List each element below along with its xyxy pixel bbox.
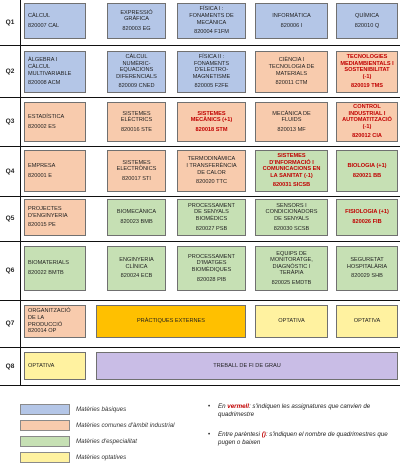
course-name-line: D'IMATGES (196, 260, 227, 267)
course-cell (255, 51, 328, 93)
course-name-line: BIOMÈDICS (195, 216, 228, 222)
quarter-label: Q6 (5, 267, 15, 274)
course-cell (24, 51, 86, 93)
cell-label: TREBALL DE FI DE GRAU (213, 362, 281, 369)
cell-label: OPTATIVA (28, 362, 55, 369)
course-name-line: CIÈNCIA I (278, 57, 305, 64)
course-cell (255, 102, 328, 142)
legend-swatch-basic (20, 404, 70, 415)
course-name-line: FLUIDS (281, 117, 302, 124)
legend-label-industrial: Matèries comunes d'àmbit industrial (76, 422, 175, 429)
row-separator (0, 241, 400, 242)
legend-label-specialty: Matèries d'especialitat (76, 438, 138, 445)
course-name-line: SISTEMES (122, 110, 151, 117)
course-name-line: ORGANITZACIÓ (28, 308, 71, 315)
course-name-line: EMPRESA (28, 162, 56, 169)
course-name-line: CONDICIONADORS (265, 209, 318, 216)
elective-cell (255, 305, 328, 338)
course-cell (24, 102, 86, 142)
row-separator (0, 45, 400, 46)
row-separator (0, 97, 400, 98)
course-code: 820002 ES (28, 123, 56, 130)
course-cell (177, 3, 246, 39)
course-name-line: PRODUCCIÓ (28, 321, 63, 328)
course-cell (255, 3, 328, 39)
course-name-line: PROCESSAMENT (188, 253, 235, 260)
course-code: 820031 SICSB (272, 182, 311, 189)
course-cell (107, 51, 166, 93)
course-code: 820003 EG (122, 25, 151, 32)
row-separator (0, 385, 400, 386)
course-cell (107, 102, 166, 142)
course-name-line: NUMÈRIC- (122, 60, 151, 67)
course-cell (107, 3, 166, 39)
course-cell (24, 3, 86, 39)
cell-label: OPTATIVA (353, 318, 381, 325)
course-code: 820027 PSB (195, 225, 228, 232)
course-code: 820028 PIB (196, 276, 227, 283)
legend-swatch-optional (20, 452, 70, 463)
course-cell (177, 199, 246, 236)
note-red-text: • En vermell: s'indiquen les assignatures que canvien de quadrimestre (208, 403, 371, 419)
course-name-line: HOSPITALÀRIA (346, 263, 388, 270)
course-name-line: TECNOLOGIES (346, 54, 388, 61)
course-name-line: ÀLGEBRA I (28, 57, 58, 64)
course-name-line: MECÀNICA (196, 19, 227, 26)
elective-cell (336, 305, 398, 338)
course-name-line: ELECTRÒNICS (116, 166, 157, 173)
course-code: 820007 CAL (28, 22, 60, 29)
row-separator (0, 347, 400, 348)
course-name-line: ESTADÍSTICA (28, 113, 65, 120)
label-column-separator (20, 0, 21, 385)
course-code: 820025 EMDTB (271, 279, 312, 286)
course-code: 820018 STM (195, 126, 228, 133)
external-internships-cell (96, 305, 246, 338)
course-name-line: BIOMECÀNICA (116, 209, 157, 216)
course-cell (255, 199, 328, 236)
course-name-line: MECÀNICS (+1) (190, 117, 233, 124)
course-name-line: FÍSICA II : (198, 54, 225, 61)
course-name-line: DE CALOR (197, 169, 226, 176)
course-name-line: DIAGNÒSTIC I (272, 263, 311, 270)
course-name-line: D'ENGINYERIA (28, 212, 68, 219)
course-name-line: GRÀFICA (124, 16, 149, 23)
cell-label: OPTATIVA (278, 318, 305, 325)
course-code: 820012 CIA (352, 133, 382, 140)
course-code: 820030 SCSB (273, 225, 310, 232)
legend-swatch-industrial (20, 420, 70, 431)
course-name-line: INDUSTRIAL I (348, 110, 386, 117)
course-name-line: MULTIVARIABLE (28, 70, 72, 77)
course-name-line: ENGINYERIA (119, 257, 154, 264)
course-cell (24, 305, 86, 338)
course-code: 820010 Q (354, 22, 380, 29)
course-name-line: SISTEMES (197, 110, 226, 117)
course-code: 820009 CNED (118, 83, 155, 90)
course-name-line: MAGNETISME (192, 73, 231, 80)
course-code: 820011 CTM (275, 80, 308, 87)
legend-label-optional: Matèries optatives (76, 454, 127, 461)
course-name-line: MEDIAMBIENTALS I (340, 60, 394, 67)
course-code: 820022 BMTB (28, 270, 64, 276)
course-name-line: I TRANSFERÈNCIA (186, 162, 237, 169)
course-name-line: FISIOLOGIA (+1) (345, 209, 389, 216)
course-name-line: BIOMÈDIQUES (191, 267, 232, 273)
course-code: 820004 F1FM (194, 29, 229, 36)
course-name-line: DE SENYALS (194, 209, 229, 216)
course-name-line: SEGURETAT (350, 257, 384, 264)
course-cell (336, 246, 398, 291)
course-code: 820016 STE (120, 126, 153, 133)
course-name-line: FONAMENTS D'ELECTRO- (193, 60, 230, 74)
elective-cell (24, 352, 86, 380)
course-cell (336, 150, 398, 192)
course-code: 820024 ECB (120, 273, 153, 280)
course-cell (255, 246, 328, 291)
course-name-line: SISTEMES (277, 153, 306, 160)
course-name-line: COMUNICACIONS EN (262, 166, 321, 173)
course-cell (336, 199, 398, 236)
course-cell (177, 150, 246, 192)
quarter-label: Q8 (5, 362, 15, 370)
course-code: 820021 BB (352, 172, 382, 179)
course-code: 820019 TMS (350, 83, 384, 90)
course-name-line: QUÍMICA (355, 12, 379, 19)
course-name-line: PROCESSAMENT (188, 202, 235, 209)
course-cell (107, 199, 166, 236)
course-cell (24, 150, 86, 192)
course-cell (24, 199, 86, 236)
course-code: 820020 TTC (196, 179, 227, 186)
course-name-line: CÀLCUL (28, 63, 51, 70)
course-name-line: MONITORATGE, (270, 257, 313, 264)
course-name-line: AUTOMATITZACIÓ (342, 117, 392, 124)
legend-label-basic: Matèries bàsiques (76, 406, 127, 413)
course-name-line: ELÈCTRICS (120, 117, 153, 124)
quarter-label: Q5 (5, 215, 15, 222)
course-name-line: EQUACIONS (119, 67, 154, 74)
course-code: 820013 MF (277, 126, 306, 133)
note-parentheses: • Entre parèntesi (): s'indiquen el nombre de quadrimestres que pugen o baixen (208, 431, 388, 447)
course-cell (107, 150, 166, 192)
course-name-line: CONTROL (353, 104, 381, 111)
course-name-line: EXPRESSIÓ (120, 9, 153, 16)
course-code: 820006 I (280, 22, 303, 29)
course-name-line: EQUIPS DE (276, 250, 307, 257)
quarter-label: Q2 (5, 67, 15, 75)
course-name-line: CÀLCUL (125, 54, 148, 61)
quarter-label: Q4 (5, 167, 15, 175)
course-cell (336, 102, 398, 142)
course-name-line: BIOLOGIA (+1) (347, 162, 387, 169)
course-cell (177, 102, 246, 142)
course-name-line: TECNOLOGIA DE (268, 63, 315, 70)
course-name-line: CÀLCUL (28, 12, 51, 19)
course-code: 820001 E (28, 172, 52, 179)
final-project-cell (96, 352, 398, 380)
cell-label: PRÀCTIQUES EXTERNES (136, 318, 206, 325)
course-name-line: CLÍNICA (125, 263, 148, 270)
course-name-line: SENSORS I (276, 202, 307, 209)
row-separator (0, 146, 400, 147)
quarter-label: Q3 (5, 118, 15, 125)
quarter-label: Q7 (5, 320, 15, 327)
course-name-line: MECÀNICA DE (272, 110, 311, 117)
course-name-line: FÍSICA I : (199, 6, 224, 13)
course-cell (177, 246, 246, 291)
course-cell (107, 246, 166, 291)
course-code: 820023 BMB (120, 219, 153, 225)
course-code: 820017 STI (122, 175, 151, 182)
course-cell (336, 3, 398, 39)
legend (0, 395, 400, 466)
course-name-line: DE LA (28, 314, 45, 321)
course-name-line: MATERIALS (275, 70, 308, 77)
course-name-line: INFORMÀTICA (272, 12, 311, 19)
course-name-line: PROJECTES (28, 206, 62, 213)
course-cell (255, 150, 328, 192)
course-name-line: (-1) (362, 123, 372, 130)
legend-swatch-specialty (20, 436, 70, 447)
course-cell (24, 246, 86, 291)
course-code: 820008 ACM (28, 80, 61, 87)
course-name-line: TERMODINÀMICA (187, 156, 236, 163)
course-name-line: DE SENYALS (274, 216, 309, 222)
course-name-line: TERÀPIA (279, 270, 304, 277)
course-cell (177, 51, 246, 93)
row-separator (0, 196, 400, 197)
course-name-line: LA SANITAT (-1) (270, 172, 313, 179)
course-code: 820029 SHB (351, 273, 383, 280)
course-name-line: SISTEMES (122, 159, 151, 166)
course-cell (336, 51, 398, 93)
course-name-line: BIOMATERIALS (28, 260, 69, 267)
course-name-line: D'INFORMACIÓ I (269, 159, 314, 166)
course-name-line: FONAMENTS DE (189, 12, 234, 19)
row-separator (0, 300, 400, 301)
course-name-line: SOSTENIBILITAT (-1) (344, 67, 390, 80)
course-code: 820005 F2FE (194, 83, 229, 90)
course-code: 820014 OP (28, 328, 57, 335)
course-code: 820015 PE (28, 222, 56, 229)
quarter-label: Q1 (5, 19, 15, 26)
course-name-line: DIFERENCIALS (116, 73, 157, 80)
course-code: 820026 FIB (352, 219, 382, 225)
